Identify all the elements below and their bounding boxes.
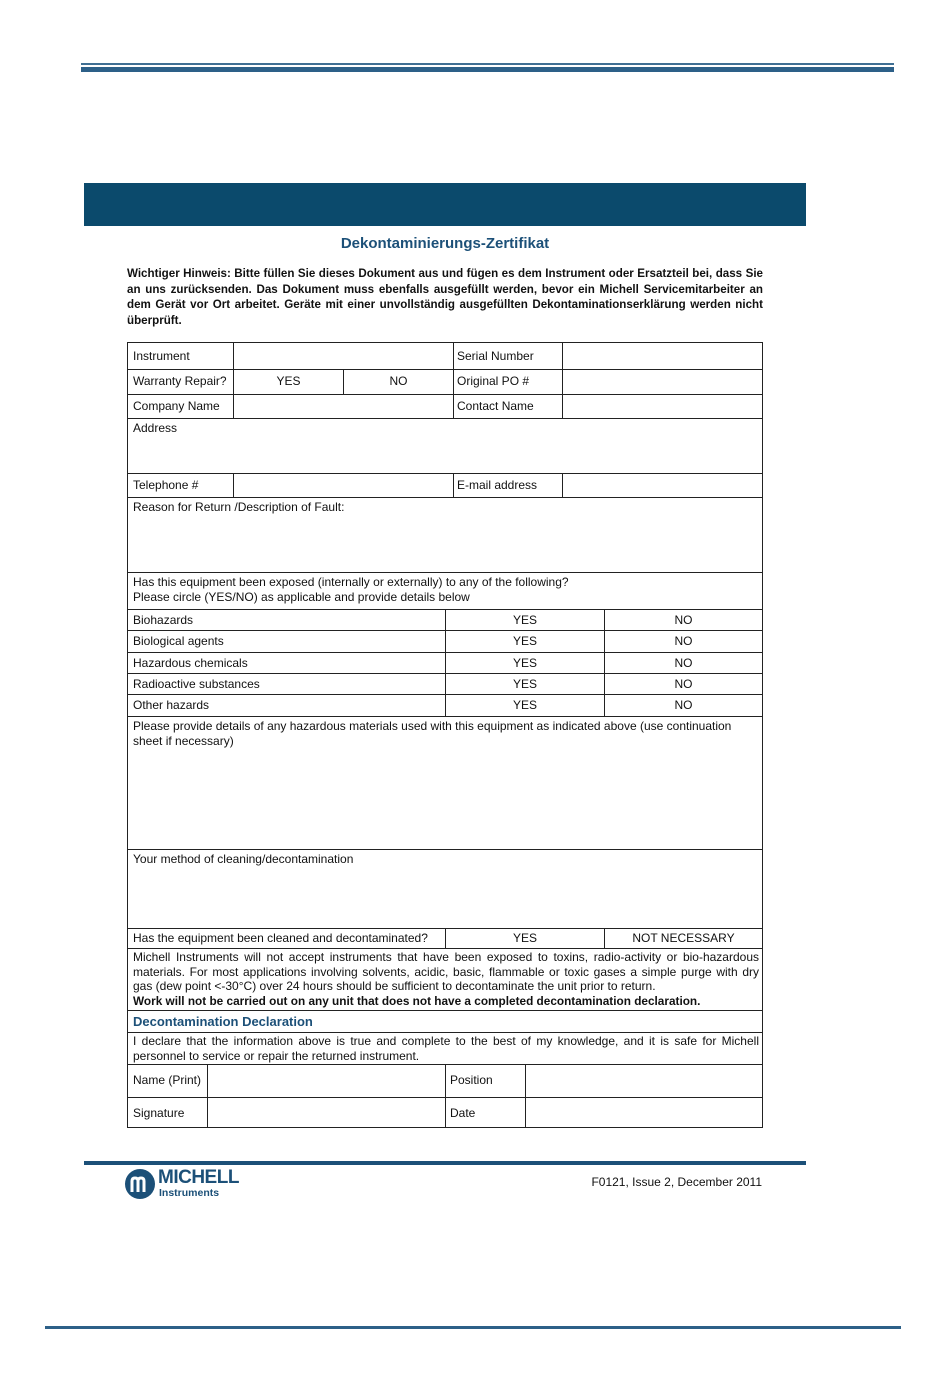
important-notice: Wichtiger Hinweis: Bitte füllen Sie dieses Dokument aus und fügen es dem Instrument oder Ersatzteil bei, dass Sie an uns zurücksenden. Das Dokument muss ebenfalls ausgefüllt werden, bevor ein Michell Servicemitarbeiter an dem Gerät vor Ort arbeitet. Geräte mit einer unvollständig ausgefüllten Dekontaminationserklärung werden nicht überprüft. xyxy=(127,267,763,327)
form-code: F0121, Issue 2, December 2011 xyxy=(591,1175,762,1189)
logo-wordmark: MICHELL xyxy=(158,1167,239,1188)
hazard-no-option[interactable]: NO xyxy=(674,677,693,691)
hazard-label: Hazardous chemicals xyxy=(133,656,248,670)
decontamination-form xyxy=(127,342,763,1128)
signature-label: Signature xyxy=(133,1106,185,1120)
serial-number-label: Serial Number xyxy=(457,349,534,363)
acceptance-policy: Michell Instruments will not accept instruments that have been exposed to toxins, radio-activity or bio-hazardous materials. For most applications involving solvents, acidic, basic, flammable or toxic gases a simple purge with dry gas (dew point <-30°C) over 24 hours should be sufficient to decontaminate the unit prior to return. xyxy=(133,950,759,993)
hazard-yes-option[interactable]: YES xyxy=(512,634,537,648)
exposure-instructions: Please circle (YES/NO) as applicable and provide details below xyxy=(133,590,470,604)
footer-rule xyxy=(84,1161,806,1165)
address-field[interactable] xyxy=(128,437,762,473)
policy-warning: Work will not be carried out on any unit that does not have a completed decontamination declaration. xyxy=(133,994,701,1008)
hazard-yes-option[interactable]: YES xyxy=(512,677,537,691)
address-label: Address xyxy=(133,421,178,435)
name-print-field[interactable] xyxy=(208,1064,445,1097)
hazard-yes-option[interactable]: YES xyxy=(512,613,537,627)
header-banner xyxy=(84,183,806,226)
date-field[interactable] xyxy=(526,1097,762,1127)
hazard-yes-option[interactable]: YES xyxy=(512,698,537,712)
cleaned-not-necessary-option[interactable]: NOT NECESSARY xyxy=(632,931,735,945)
cleaned-question: Has the equipment been cleaned and decontaminated? xyxy=(133,931,428,945)
exposure-question: Has this equipment been exposed (internally or externally) to any of the following? xyxy=(133,575,569,589)
warranty-no-option[interactable]: NO xyxy=(389,374,408,388)
logo-subtext: Instruments xyxy=(159,1187,220,1199)
email-label: E-mail address xyxy=(457,478,538,492)
declaration-heading: Decontamination Declaration xyxy=(133,1014,313,1029)
serial-number-field[interactable] xyxy=(563,343,762,369)
email-field[interactable] xyxy=(563,473,762,497)
hazard-details-label: Please provide details of any hazardous materials used with this equipment as indicated above (use continuation sheet if necessary) xyxy=(133,719,732,748)
reason-field[interactable] xyxy=(128,516,762,572)
hazard-label: Radioactive substances xyxy=(133,677,260,691)
date-label: Date xyxy=(450,1106,476,1120)
michell-logo xyxy=(124,1168,264,1200)
hazard-no-option[interactable]: NO xyxy=(674,634,693,648)
instrument-label: Instrument xyxy=(133,349,190,363)
company-name-label: Company Name xyxy=(133,399,220,413)
hazard-label: Biological agents xyxy=(133,634,224,648)
telephone-label: Telephone # xyxy=(133,478,199,492)
telephone-field[interactable] xyxy=(234,473,453,497)
reason-label: Reason for Return /Description of Fault: xyxy=(133,500,345,514)
signature-field[interactable] xyxy=(208,1097,445,1127)
cleaned-yes-option[interactable]: YES xyxy=(512,931,537,945)
original-po-label: Original PO # xyxy=(457,374,530,388)
top-rule-thick xyxy=(81,67,894,72)
michell-logo-icon xyxy=(124,1168,156,1200)
position-label: Position xyxy=(450,1073,493,1087)
instrument-field[interactable] xyxy=(234,343,453,369)
hazard-details-field[interactable] xyxy=(128,750,762,849)
warranty-repair-label: Warranty Repair? xyxy=(133,374,227,388)
hazard-yes-option[interactable]: YES xyxy=(512,656,537,670)
hazard-no-option[interactable]: NO xyxy=(674,698,693,712)
original-po-field[interactable] xyxy=(563,369,762,394)
top-rule-thin xyxy=(81,63,894,65)
company-name-field[interactable] xyxy=(234,394,453,418)
hazard-label: Other hazards xyxy=(133,698,210,712)
hazard-no-option[interactable]: NO xyxy=(674,656,693,670)
position-field[interactable] xyxy=(526,1064,762,1097)
name-print-label: Name (Print) xyxy=(133,1073,202,1087)
cleaning-method-field[interactable] xyxy=(128,868,762,928)
page-title: Dekontaminierungs-Zertifikat xyxy=(340,235,550,252)
hazard-no-option[interactable]: NO xyxy=(674,613,693,627)
contact-name-label: Contact Name xyxy=(457,399,534,413)
cleaning-method-label: Your method of cleaning/decontamination xyxy=(133,852,354,866)
declaration-text: I declare that the information above is true and complete to the best of my knowledge, and it is safe for Michell personnel to service or repair the returned instrument. xyxy=(133,1034,759,1063)
contact-name-field[interactable] xyxy=(563,394,762,418)
bottom-rule xyxy=(45,1326,901,1329)
warranty-yes-option[interactable]: YES xyxy=(276,374,301,388)
hazard-label: Biohazards xyxy=(133,613,194,627)
